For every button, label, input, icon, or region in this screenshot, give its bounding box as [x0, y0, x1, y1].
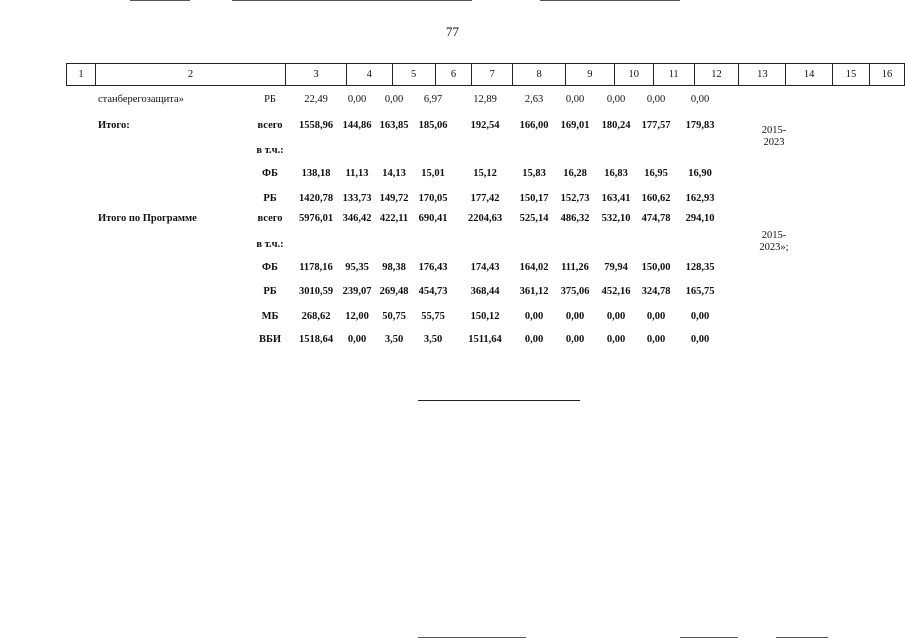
row-label: Итого:: [98, 120, 130, 131]
value-cell: 525,14: [519, 213, 549, 224]
period-line: 2023: [763, 137, 785, 148]
value-cell: 177,57: [641, 120, 671, 131]
value-cell: 1511,64: [468, 334, 502, 345]
value-cell: 170,05: [418, 193, 448, 204]
value-cell: 3,50: [384, 334, 404, 345]
value-cell: 0,00: [524, 311, 544, 322]
value-cell: 294,10: [685, 213, 715, 224]
value-cell: 2,63: [524, 94, 544, 105]
table-row: [66, 262, 890, 276]
value-cell: 690,41: [418, 213, 448, 224]
column-number-cell: 10: [614, 64, 653, 86]
table-row: [66, 168, 890, 182]
column-number-cell: 12: [694, 64, 739, 86]
value-cell: 0,00: [347, 334, 367, 345]
value-cell: 5976,01: [298, 213, 334, 224]
column-number-cell: 8: [513, 64, 566, 86]
value-cell: 111,26: [561, 262, 589, 273]
table-row: [66, 213, 890, 227]
column-number-cell: 9: [566, 64, 615, 86]
value-cell: 0,00: [565, 94, 585, 105]
value-cell: 268,62: [301, 311, 331, 322]
column-number-cell: 14: [786, 64, 833, 86]
value-cell: 163,41: [601, 193, 631, 204]
value-cell: 55,75: [421, 311, 445, 322]
value-cell: 0,00: [384, 94, 404, 105]
value-cell: 368,44: [470, 286, 500, 297]
value-cell: 162,93: [685, 193, 715, 204]
scan-artifact-line: [680, 637, 738, 638]
period-line: 2015-: [761, 125, 787, 136]
value-cell: 185,06: [418, 120, 448, 131]
funding-source: РБ: [263, 286, 277, 297]
row-label: станберегозащита»: [98, 94, 184, 105]
page-number: 77: [446, 24, 459, 39]
value-cell: 486,32: [560, 213, 590, 224]
funding-source: ФБ: [262, 168, 278, 179]
value-cell: 0,00: [606, 334, 626, 345]
value-cell: 474,78: [641, 213, 671, 224]
value-cell: 239,07: [342, 286, 372, 297]
value-cell: 0,00: [690, 311, 710, 322]
value-cell: 454,73: [418, 286, 448, 297]
value-cell: 50,75: [382, 311, 406, 322]
value-cell: 1558,96: [298, 120, 334, 131]
funding-source: МБ: [261, 311, 279, 322]
value-cell: 1178,16: [299, 262, 333, 273]
value-cell: 163,85: [379, 120, 409, 131]
value-cell: 452,16: [601, 286, 631, 297]
table-row: [66, 286, 890, 300]
column-number-cell: 15: [833, 64, 870, 86]
value-cell: 22,49: [304, 94, 328, 105]
funding-source: всего: [257, 213, 283, 224]
value-cell: 149,72: [379, 193, 409, 204]
value-cell: 0,00: [565, 311, 585, 322]
value-cell: 1420,78: [298, 193, 334, 204]
table-row: [66, 94, 890, 108]
period-label-program: [754, 230, 794, 254]
value-cell: 16,83: [604, 168, 628, 179]
funding-source: в т.ч.:: [256, 239, 284, 250]
value-cell: 0,00: [646, 334, 666, 345]
funding-source: РБ: [264, 94, 276, 105]
column-number-cell: 7: [472, 64, 513, 86]
column-number-cell: 3: [286, 64, 347, 86]
value-cell: 3,50: [423, 334, 443, 345]
value-cell: 1518,64: [298, 334, 334, 345]
value-cell: 2204,63: [467, 213, 503, 224]
funding-source: в т.ч.:: [256, 145, 284, 156]
value-cell: 177,42: [470, 193, 500, 204]
value-cell: 324,78: [641, 286, 671, 297]
value-cell: 150,12: [470, 311, 500, 322]
column-number-cell: 16: [869, 64, 904, 86]
scan-artifact-line: [540, 0, 680, 1]
value-cell: 133,73: [342, 193, 372, 204]
value-cell: 150,17: [519, 193, 549, 204]
column-number-cell: 13: [739, 64, 786, 86]
value-cell: 0,00: [690, 334, 710, 345]
value-cell: 12,00: [345, 311, 369, 322]
value-cell: 422,11: [379, 213, 409, 224]
value-cell: 3010,59: [298, 286, 334, 297]
value-cell: 269,48: [379, 286, 409, 297]
column-number-cell: 1: [67, 64, 96, 86]
value-cell: 169,01: [560, 120, 590, 131]
value-cell: 11,13: [345, 168, 369, 179]
scan-artifact-line: [418, 637, 526, 638]
value-cell: 14,13: [382, 168, 406, 179]
value-cell: 0,00: [690, 94, 710, 105]
value-cell: 150,00: [641, 262, 671, 273]
value-cell: 98,38: [382, 262, 406, 273]
value-cell: 16,28: [563, 168, 587, 179]
row-label: Итого по Программе: [98, 213, 197, 224]
column-number-cell: 11: [653, 64, 694, 86]
value-cell: 15,01: [421, 168, 445, 179]
value-cell: 0,00: [646, 94, 666, 105]
scan-artifact-line: [776, 637, 828, 638]
table-row: [66, 311, 890, 325]
table-row: [66, 193, 890, 207]
table-row: [66, 334, 890, 348]
funding-source: ВБИ: [258, 334, 282, 345]
value-cell: 138,18: [301, 168, 331, 179]
closing-rule: [418, 400, 580, 401]
value-cell: 361,12: [519, 286, 549, 297]
value-cell: 0,00: [524, 334, 544, 345]
column-number-header: [66, 63, 905, 86]
column-number-cell: 2: [95, 64, 285, 86]
value-cell: 79,94: [604, 262, 628, 273]
value-cell: 0,00: [606, 311, 626, 322]
scan-artifact-line: [232, 0, 472, 1]
value-cell: 16,90: [688, 168, 712, 179]
value-cell: 0,00: [347, 94, 367, 105]
scan-artifact-line: [130, 0, 190, 1]
value-cell: 95,35: [345, 262, 369, 273]
value-cell: 0,00: [606, 94, 626, 105]
column-number-cell: 6: [435, 64, 472, 86]
value-cell: 0,00: [646, 311, 666, 322]
column-number-cell: 5: [392, 64, 435, 86]
value-cell: 12,89: [473, 94, 497, 105]
funding-source: РБ: [263, 193, 277, 204]
value-cell: 532,10: [601, 213, 631, 224]
value-cell: 0,00: [565, 334, 585, 345]
value-cell: 160,62: [641, 193, 671, 204]
value-cell: 15,12: [473, 168, 497, 179]
value-cell: 164,02: [519, 262, 549, 273]
value-cell: 176,43: [418, 262, 448, 273]
value-cell: 16,95: [644, 168, 668, 179]
value-cell: 192,54: [470, 120, 500, 131]
period-line: 2023»;: [759, 242, 789, 253]
period-label-subtotal: [754, 125, 794, 149]
value-cell: 152,73: [560, 193, 590, 204]
value-cell: 346,42: [342, 213, 372, 224]
value-cell: 128,35: [685, 262, 715, 273]
value-cell: 6,97: [423, 94, 443, 105]
column-number-cell: 4: [346, 64, 392, 86]
value-cell: 144,86: [342, 120, 372, 131]
funding-source: всего: [257, 120, 283, 131]
value-cell: 180,24: [601, 120, 631, 131]
value-cell: 375,06: [560, 286, 590, 297]
value-cell: 179,83: [685, 120, 715, 131]
value-cell: 165,75: [685, 286, 715, 297]
value-cell: 166,00: [519, 120, 549, 131]
period-line: 2015-: [761, 230, 787, 241]
funding-source: ФБ: [262, 262, 278, 273]
value-cell: 174,43: [470, 262, 500, 273]
value-cell: 15,83: [522, 168, 546, 179]
